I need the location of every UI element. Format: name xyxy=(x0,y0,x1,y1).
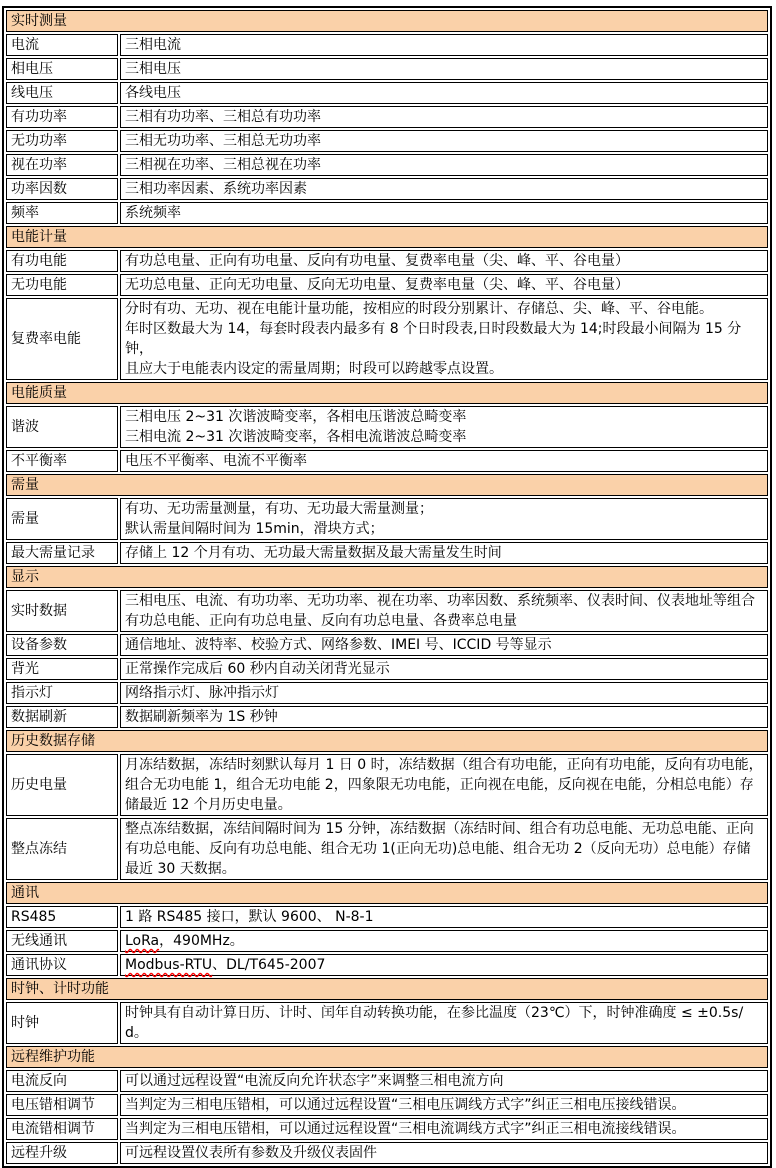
desc-text: 最近 30 天数据。 xyxy=(125,861,236,877)
row-label-cell: 时钟 xyxy=(6,1002,118,1044)
row-desc-cell xyxy=(120,542,768,564)
desc-text: 正常操作完成后 60 秒内自动关闭背光显示 xyxy=(125,661,390,677)
row-desc-cell xyxy=(120,754,768,816)
table-row xyxy=(6,274,768,296)
row-desc-cell xyxy=(120,658,768,680)
row-label-cell: 无线通讯 xyxy=(6,930,118,952)
row-label-cell: 指示灯 xyxy=(6,682,118,704)
desc-text: 有功总电能、反向有功总电能、组合无功 1(正向无功)总电能、组合无功 2（反向无功）总电能）存储 xyxy=(125,841,751,857)
desc-text: 无功总电量、正向无功电量、反向无功电量、复费率电量（尖、峰、平、谷电量） xyxy=(125,277,629,293)
row-label-cell: 无功电能 xyxy=(6,274,118,296)
table-row xyxy=(6,130,768,152)
desc-text: 整点冻结数据，冻结间隔时间为 15 分钟，冻结数据（冻结时间、组合有功总电能、无功总电能、正向 xyxy=(125,821,754,837)
row-label-cell: 相电压 xyxy=(6,58,118,80)
desc-text: 三相无功功率、三相总无功功率 xyxy=(125,133,321,149)
section-header-row xyxy=(6,226,768,248)
row-label-cell: 需量 xyxy=(6,498,118,540)
desc-text: 年时区数最大为 14，每套时段表内最多有 8 个日时段表,日时段数最大为 14;时段最小间隔为 15 分钟， xyxy=(125,321,742,357)
section-header-cell: 电能计量 xyxy=(6,226,768,248)
row-desc-cell xyxy=(120,1070,768,1092)
table-row xyxy=(6,406,768,448)
row-desc-cell xyxy=(120,954,768,976)
row-label-cell: 不平衡率 xyxy=(6,450,118,472)
table-row xyxy=(6,154,768,176)
desc-text: 存储上 12 个月有功、无功最大需量数据及最大需量发生时间 xyxy=(125,545,502,561)
row-label-cell: 谐波 xyxy=(6,406,118,448)
table-row xyxy=(6,1142,768,1164)
desc-text: 三相视在功率、三相总视在功率 xyxy=(125,157,321,173)
row-label-cell: 最大需量记录 xyxy=(6,542,118,564)
desc-text: 三相电压 xyxy=(125,61,181,77)
row-desc-cell xyxy=(120,450,768,472)
table-row xyxy=(6,590,768,632)
desc-text: 网络指示灯、脉冲指示灯 xyxy=(125,685,279,701)
row-label-cell: 电流反向 xyxy=(6,1070,118,1092)
row-desc-cell xyxy=(120,178,768,200)
section-header-row xyxy=(6,474,768,496)
desc-text: 可以通过远程设置“电流反向允许状态字”来调整三相电流方向 xyxy=(125,1073,504,1089)
row-label-cell: 电压错相调节 xyxy=(6,1094,118,1116)
row-desc-cell xyxy=(120,130,768,152)
section-header-row xyxy=(6,382,768,404)
desc-text: 各线电压 xyxy=(125,85,181,101)
section-header-cell: 通讯 xyxy=(6,882,768,904)
row-label-cell: 频率 xyxy=(6,202,118,224)
table-row xyxy=(6,58,768,80)
row-label-cell: 复费率电能 xyxy=(6,298,118,380)
desc-text: ，490MHz。 xyxy=(159,933,244,949)
table-row xyxy=(6,1070,768,1092)
row-desc-cell xyxy=(120,590,768,632)
section-header-cell: 电能质量 xyxy=(6,382,768,404)
table-row xyxy=(6,1094,768,1116)
row-label-cell: 无功功率 xyxy=(6,130,118,152)
row-label-cell: 整点冻结 xyxy=(6,818,118,880)
row-desc-cell xyxy=(120,58,768,80)
row-label-cell: 通讯协议 xyxy=(6,954,118,976)
desc-text: 三相电流 2~31 次谐波畸变率，各相电流谐波总畸变率 xyxy=(125,429,467,445)
row-label-cell: 线电压 xyxy=(6,82,118,104)
desc-text: 有功、无功需量测量，有功、无功最大需量测量； xyxy=(125,501,433,517)
section-header-row xyxy=(6,1046,768,1068)
row-desc-cell xyxy=(120,298,768,380)
spell-error-text: LoRa xyxy=(125,933,160,949)
section-header-cell: 远程维护功能 xyxy=(6,1046,768,1068)
row-label-cell: 视在功率 xyxy=(6,154,118,176)
desc-text: 数据刷新频率为 1S 秒钟 xyxy=(125,709,278,725)
desc-text: 且应大于电能表内设定的需量周期；时段可以跨越零点设置。 xyxy=(125,361,503,377)
row-label-cell: 数据刷新 xyxy=(6,706,118,728)
table-row xyxy=(6,202,768,224)
row-label-cell: 设备参数 xyxy=(6,634,118,656)
row-label-cell: RS485 xyxy=(6,906,118,928)
row-desc-cell xyxy=(120,82,768,104)
row-label-cell: 有功功率 xyxy=(6,106,118,128)
row-desc-cell xyxy=(120,1094,768,1116)
desc-text: 可远程设置仪表所有参数及升级仪表固件 xyxy=(125,1145,377,1161)
row-label-cell: 电流错相调节 xyxy=(6,1118,118,1140)
spec-table xyxy=(2,6,772,1168)
desc-text: 时钟具有自动计算日历、计时、闰年自动转换功能，在参比温度（23℃）下，时钟准确度 ≤ ±0.5s/d。 xyxy=(125,1005,744,1041)
table-row xyxy=(6,106,768,128)
table-row xyxy=(6,658,768,680)
table-row xyxy=(6,250,768,272)
row-desc-cell xyxy=(120,1142,768,1164)
row-desc-cell xyxy=(120,682,768,704)
desc-text: 三相电流 xyxy=(125,37,181,53)
row-label-cell: 实时数据 xyxy=(6,590,118,632)
row-desc-cell xyxy=(120,250,768,272)
section-header-row xyxy=(6,566,768,588)
section-header-row xyxy=(6,882,768,904)
table-row xyxy=(6,450,768,472)
row-desc-cell xyxy=(120,634,768,656)
row-label-cell: 电流 xyxy=(6,34,118,56)
table-row xyxy=(6,954,768,976)
row-desc-cell xyxy=(120,274,768,296)
desc-text: 1 路 RS485 接口，默认 9600、 N-8-1 xyxy=(125,909,374,925)
table-row xyxy=(6,754,768,816)
desc-text: 通信地址、波特率、校验方式、网络参数、IMEI 号、ICCID 号等显示 xyxy=(125,637,552,653)
desc-text: 、DL/T645-2007 xyxy=(212,957,326,973)
desc-text: 组合无功电能 1，组合无功电能 2，四象限无功电能，正向视在电能，反向视在电能，分相总电能）存 xyxy=(125,777,754,793)
desc-text: 三相有功功率、三相总有功功率 xyxy=(125,109,321,125)
row-desc-cell xyxy=(120,1002,768,1044)
table-row xyxy=(6,682,768,704)
table-row xyxy=(6,706,768,728)
desc-text: 三相电压、电流、有功功率、无功功率、视在功率、功率因数、系统频率、仪表时间、仪表地址等组合 xyxy=(125,593,755,609)
desc-text: 系统频率 xyxy=(125,205,181,221)
section-header-row xyxy=(6,978,768,1000)
desc-text: 储最近 12 个月历史电量。 xyxy=(125,797,292,813)
row-desc-cell xyxy=(120,34,768,56)
desc-text: 当判定为三相电压错相，可以通过远程设置“三相电压调线方式字”纠正三相电压接线错误。 xyxy=(125,1097,686,1113)
section-header-cell: 历史数据存储 xyxy=(6,730,768,752)
desc-text: 三相电压 2~31 次谐波畸变率，各相电压谐波总畸变率 xyxy=(125,409,467,425)
row-desc-cell xyxy=(120,930,768,952)
row-label-cell: 历史电量 xyxy=(6,754,118,816)
desc-text: 当判定为三相电压错相，可以通过远程设置“三相电流调线方式字”纠正三相电流接线错误。 xyxy=(125,1121,686,1137)
row-desc-cell xyxy=(120,106,768,128)
table-row xyxy=(6,634,768,656)
spell-error-text: Modbus-RTU xyxy=(125,957,213,973)
section-header-cell: 显示 xyxy=(6,566,768,588)
row-label-cell: 功率因数 xyxy=(6,178,118,200)
table-row xyxy=(6,1002,768,1044)
row-desc-cell xyxy=(120,202,768,224)
row-desc-cell xyxy=(120,906,768,928)
desc-text: 三相功率因素、系统功率因素 xyxy=(125,181,307,197)
section-header-cell: 需量 xyxy=(6,474,768,496)
row-desc-cell xyxy=(120,818,768,880)
desc-text: 有功总电量、正向有功电量、反向有功电量、复费率电量（尖、峰、平、谷电量） xyxy=(125,253,629,269)
table-row xyxy=(6,906,768,928)
table-row xyxy=(6,542,768,564)
row-label-cell: 有功电能 xyxy=(6,250,118,272)
desc-text: 分时有功、无功、视在电能计量功能，按相应的时段分别累计、存储总、尖、峰、平、谷电能。 xyxy=(125,301,713,317)
table-row xyxy=(6,818,768,880)
table-row xyxy=(6,178,768,200)
desc-text: 默认需量间隔时间为 15min，滑块方式； xyxy=(125,521,384,537)
row-desc-cell xyxy=(120,154,768,176)
row-desc-cell xyxy=(120,498,768,540)
desc-text: 有功总电能、正向有功总电量、反向有功总电量、各费率总电量 xyxy=(125,613,517,629)
table-row xyxy=(6,34,768,56)
section-header-row xyxy=(6,10,768,32)
section-header-row xyxy=(6,730,768,752)
row-desc-cell xyxy=(120,706,768,728)
table-row xyxy=(6,930,768,952)
row-label-cell: 背光 xyxy=(6,658,118,680)
desc-text: 电压不平衡率、电流不平衡率 xyxy=(125,453,307,469)
desc-text: 月冻结数据，冻结时刻默认每月 1 日 0 时，冻结数据（组合有功电能，正向有功电能，反向有功电能， xyxy=(125,757,763,773)
section-header-cell: 时钟、计时功能 xyxy=(6,978,768,1000)
table-row xyxy=(6,82,768,104)
table-row xyxy=(6,498,768,540)
table-row xyxy=(6,298,768,380)
section-header-cell: 实时测量 xyxy=(6,10,768,32)
row-label-cell: 远程升级 xyxy=(6,1142,118,1164)
row-desc-cell xyxy=(120,406,768,448)
spec-table-body xyxy=(6,10,768,1164)
